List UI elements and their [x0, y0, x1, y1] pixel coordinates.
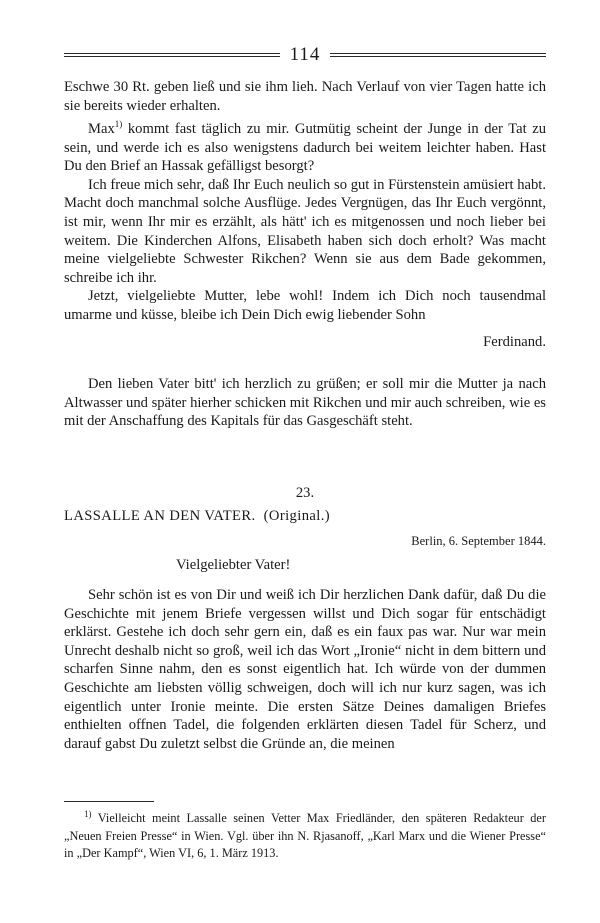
paragraph-max-text: kommt fast täglich zu mir. Gutmütig scheint der Junge in der Tat zu sein, und werde ich es also wenigstens dadurch bei weitem leichter haben. Hast Du den Brief an Hassak gefälligst besorgt? [64, 121, 546, 175]
max-word: Max [88, 121, 115, 138]
footnote-text: Vielleicht meint Lassalle seinen Vetter Max Friedländer, den späteren Redakteur der „Neuen Freien Presse“ in Wien. Vgl. über ihn N. Rjasanoff, „Karl Marx und die Wiener Presse“ in „Der Kampf“, Wien VI, 6, 1. März 1913. [64, 811, 546, 861]
letter-heading [64, 508, 546, 525]
page-body [64, 78, 546, 753]
letter-salutation: Vielgeliebter Vater! [176, 556, 291, 573]
signature: Ferdinand. [483, 333, 546, 350]
letter-dateline: Berlin, 6. September 1844. [411, 533, 546, 548]
page-number: 114 [289, 44, 321, 65]
letter-number: 23. [295, 484, 315, 501]
header-rule-left [64, 53, 280, 57]
letter-title-note: (Original.) [263, 507, 331, 524]
paragraph-fuerstenstein: Ich freue mich sehr, daß Ihr Euch neulich so gut in Fürstenstein amüsiert habt. Macht doch manchmal solche Ausflüge. Jedes Vergnügen, das Ihr Euch vergönnt, ist mir, wenn Ihr mir es erzählt, als hätt' ich es mitgenossen und noch lieber bei weitem. Die Kinderchen Alfons, Elisabeth haben sich doch erholt? Was macht meine vielgeliebte Schwester Rikchen? Wenn sie aus dem Bade gekommen, schreibe ich ihr. [64, 176, 546, 286]
footnote-rule [64, 801, 154, 802]
footnote-marker: 1) [84, 809, 92, 819]
header-rule-right [330, 53, 546, 57]
postscript: Den lieben Vater bitt' ich herzlich zu grüßen; er soll mir die Mutter ja nach Altwasser und später hierher schicken mit Rikchen und mir auch schreiben, wie es mit der Anschaffung des Kapitals für das Gasgeschäft steht. [64, 376, 546, 430]
paragraph-farewell: Jetzt, vielgeliebte Mutter, lebe wohl! Indem ich Dich noch tausendmal umarme und küsse, bleibe ich Dein Dich ewig liebender Sohn [64, 288, 546, 323]
running-header [64, 43, 546, 67]
footnote-reference: 1) [114, 119, 123, 130]
paragraph-max [64, 115, 546, 176]
footnote [64, 806, 546, 863]
letter-title: LASSALLE AN DEN VATER. [64, 507, 256, 524]
letter-text: Sehr schön ist es von Dir und weiß ich Dir herzlichen Dank dafür, daß Du die Geschichte mit jenem Briefe vergessen willst und Dich sogar für entschädigt erklärst. Gestehe ich doch sehr gern ein, daß es ein faux pas war. Nur war mein Unrecht deshalb nicht so groß, weil ich das Wort „Ironie“ nicht in dem bittern und scharfen Sinne nahm, den es sonst eigentlich hat. Ich würde von der dummen Geschichte am liebsten völlig schweigen, doch will ich nur kurz sagen, was ich eigentlich unter Ironie meinte. Die ersten Sätze Deines damaligen Briefes enthielten offnen Tadel, die folgenden erklärten diesen Tadel für Scherz, und darauf gabst Du zuletzt selbst die Gründe an, die meinen [64, 586, 546, 752]
paragraph-continued: Eschwe 30 Rt. geben ließ und sie ihm lieh. Nach Verlauf von vier Tagen hatte ich sie bereits wieder erhalten. [64, 79, 546, 114]
